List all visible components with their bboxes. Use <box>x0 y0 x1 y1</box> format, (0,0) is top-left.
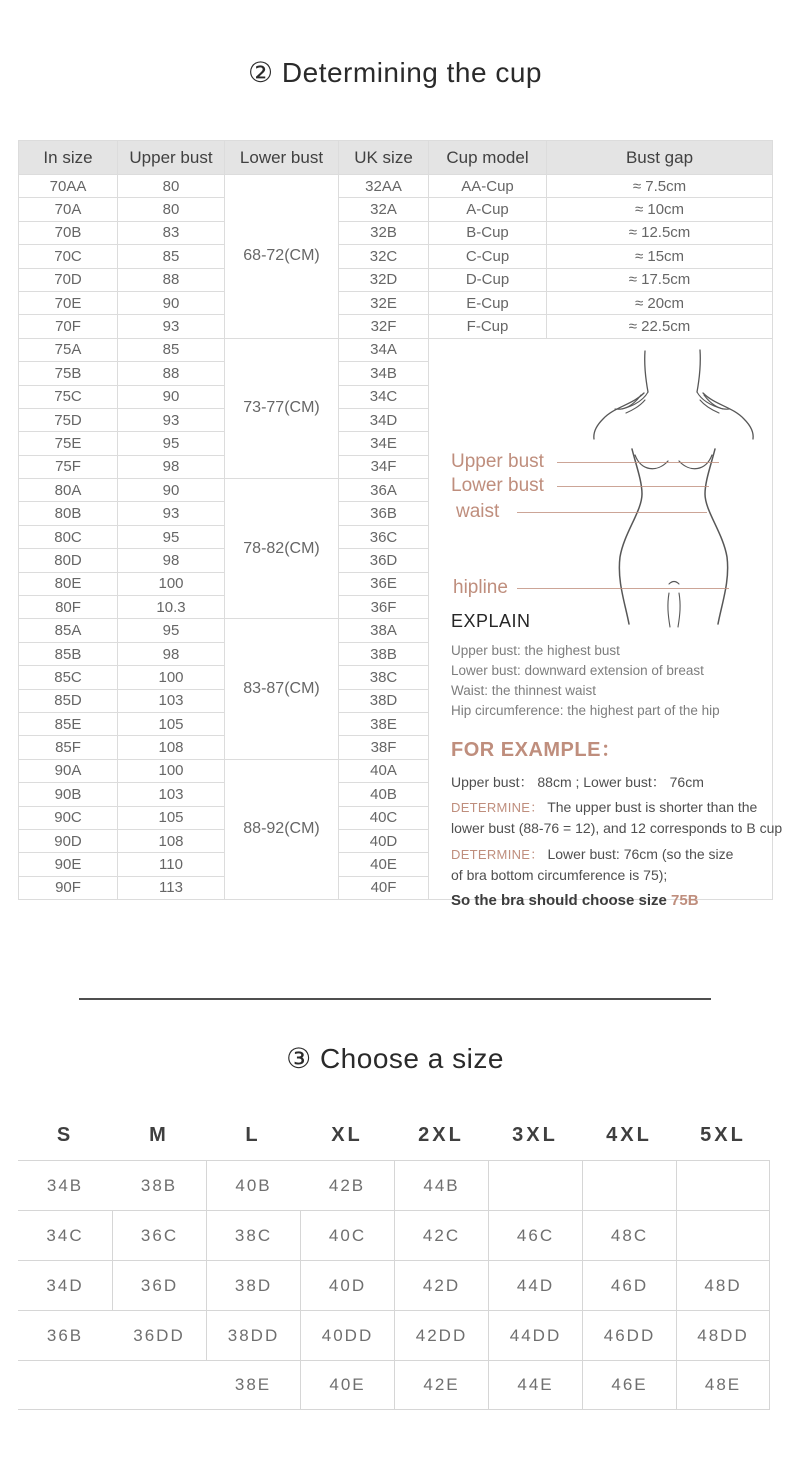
in-size-cell: 85C <box>19 666 118 689</box>
size-column-header: 4XL <box>606 1123 652 1146</box>
size-cell-empty <box>112 1360 206 1410</box>
cup-model-cell: A-Cup <box>429 198 547 221</box>
uk-size-cell: 40A <box>339 760 429 783</box>
size-cell: 38C <box>206 1210 300 1260</box>
size-cell: 48C <box>582 1210 676 1260</box>
in-size-cell: 70C <box>19 245 118 268</box>
size-column-header: XL <box>331 1123 363 1146</box>
explain-line: Waist: the thinnest waist <box>451 682 597 698</box>
cup-model-cell: C-Cup <box>429 245 547 268</box>
upper-bust-cell: 95 <box>118 619 225 642</box>
lower-bust-line <box>557 486 709 487</box>
upper-bust-line <box>557 462 719 463</box>
in-size-cell: 90E <box>19 853 118 876</box>
uk-size-cell: 34D <box>339 409 429 432</box>
size-column-header: 5XL <box>700 1123 746 1146</box>
label-upper-bust: Upper bust <box>451 450 544 472</box>
lower-bust-cell: 68-72(CM) <box>225 175 339 339</box>
upper-bust-cell: 90 <box>118 292 225 315</box>
in-size-cell: 80E <box>19 573 118 596</box>
in-size-cell: 75D <box>19 409 118 432</box>
uk-size-cell: 34B <box>339 362 429 385</box>
uk-size-cell: 40C <box>339 807 429 830</box>
size-cell: 44B <box>394 1160 488 1210</box>
uk-size-cell: 32B <box>339 222 429 245</box>
example-measurements: Upper bust： 88cm ; Lower bust： 76cm <box>451 773 704 790</box>
bust-gap-cell: ≈ 17.5cm <box>547 269 773 292</box>
uk-size-cell: 38E <box>339 713 429 736</box>
uk-size-cell: 32E <box>339 292 429 315</box>
cup-model-cell: B-Cup <box>429 222 547 245</box>
in-size-cell: 70A <box>19 198 118 221</box>
cup-model-cell: D-Cup <box>429 269 547 292</box>
section-title-choose-size: ③ Choose a size <box>286 1043 504 1074</box>
uk-size-cell: 40E <box>339 853 429 876</box>
explain-line: Hip circumference: the highest part of the hip <box>451 702 720 718</box>
example-determine-1-cont: lower bust (88-76 = 12), and 12 corresponds to B cup <box>451 819 783 836</box>
uk-size-cell: 38A <box>339 619 429 642</box>
uk-size-cell: 40D <box>339 830 429 853</box>
upper-bust-cell: 113 <box>118 877 225 900</box>
in-size-cell: 80D <box>19 549 118 572</box>
uk-size-cell: 36A <box>339 479 429 502</box>
in-size-cell: 80C <box>19 526 118 549</box>
size-cell: 46D <box>582 1260 676 1310</box>
column-header: Upper bust <box>118 141 225 175</box>
size-cell: 44D <box>488 1260 582 1310</box>
upper-bust-cell: 110 <box>118 853 225 876</box>
in-size-cell: 75C <box>19 386 118 409</box>
in-size-cell: 75B <box>19 362 118 385</box>
conclusion-text: So the bra should choose size <box>451 891 672 909</box>
size-column-header: 3XL <box>512 1123 558 1146</box>
size-cell: 40B <box>206 1160 300 1210</box>
cup-size-table <box>18 140 783 909</box>
upper-bust-cell: 93 <box>118 315 225 338</box>
in-size-cell: 70E <box>19 292 118 315</box>
size-cell: 36C <box>112 1210 206 1260</box>
uk-size-cell: 34A <box>339 339 429 362</box>
upper-bust-cell: 85 <box>118 245 225 268</box>
size-cell: 34C <box>18 1210 112 1260</box>
label-hipline: hipline <box>453 576 508 598</box>
in-size-cell: 90B <box>19 783 118 806</box>
size-column-header: 2XL <box>418 1123 464 1146</box>
label-waist: waist <box>456 500 500 522</box>
uk-size-cell: 34C <box>339 386 429 409</box>
explain-line: Lower bust: downward extension of breast <box>451 662 704 678</box>
column-header: Cup model <box>429 141 547 175</box>
example-determine-2-cont: of bra bottom circumference is 75); <box>451 866 668 883</box>
example-block <box>451 733 782 909</box>
size-cell: 38E <box>206 1360 300 1410</box>
size-cell: 46DD <box>582 1310 676 1360</box>
determine-text: The upper bust is shorter than the <box>547 798 758 815</box>
upper-bust-cell: 80 <box>118 175 225 198</box>
column-header: UK size <box>339 141 429 175</box>
explain-block <box>451 611 720 721</box>
uk-size-cell: 38C <box>339 666 429 689</box>
uk-size-cell: 38D <box>339 690 429 713</box>
uk-size-cell: 40F <box>339 877 429 900</box>
size-cell: 38D <box>206 1260 300 1310</box>
determine-label: DETERMINE： <box>451 799 544 815</box>
size-cell: 42D <box>394 1260 488 1310</box>
size-cell: 38DD <box>206 1310 300 1360</box>
in-size-cell: 80A <box>19 479 118 502</box>
in-size-cell: 85D <box>19 690 118 713</box>
in-size-cell: 75E <box>19 432 118 455</box>
uk-size-cell: 32A <box>339 198 429 221</box>
uk-size-cell: 36B <box>339 502 429 525</box>
upper-bust-cell: 88 <box>118 362 225 385</box>
size-cell: 40C <box>300 1210 394 1260</box>
lower-bust-cell: 78-82(CM) <box>225 479 339 619</box>
in-size-cell: 85B <box>19 643 118 666</box>
section-title-determining-cup: ② Determining the cup <box>248 57 542 88</box>
waist-line <box>517 512 707 513</box>
explain-title: EXPLAIN <box>451 610 531 631</box>
bust-gap-cell: ≈ 12.5cm <box>547 222 773 245</box>
size-cell: 42B <box>300 1160 394 1210</box>
section-divider <box>79 998 711 1000</box>
example-conclusion <box>451 892 782 909</box>
size-cell: 34B <box>18 1160 112 1210</box>
upper-bust-cell: 95 <box>118 432 225 455</box>
upper-bust-cell: 103 <box>118 783 225 806</box>
upper-bust-cell: 95 <box>118 526 225 549</box>
bust-gap-cell: ≈ 7.5cm <box>547 175 773 198</box>
in-size-cell: 80F <box>19 596 118 619</box>
in-size-cell: 70B <box>19 222 118 245</box>
size-cell: 42DD <box>394 1310 488 1360</box>
column-header: In size <box>19 141 118 175</box>
example-determine-2 <box>451 844 782 865</box>
uk-size-cell: 36D <box>339 549 429 572</box>
upper-bust-cell: 88 <box>118 269 225 292</box>
in-size-cell: 85E <box>19 713 118 736</box>
size-cell: 36B <box>18 1310 112 1360</box>
size-cell: 34D <box>18 1260 112 1310</box>
size-cell: 48E <box>676 1360 770 1410</box>
bust-gap-cell: ≈ 10cm <box>547 198 773 221</box>
upper-bust-cell: 93 <box>118 502 225 525</box>
lower-bust-cell: 73-77(CM) <box>225 339 339 479</box>
upper-bust-cell: 103 <box>118 690 225 713</box>
upper-bust-cell: 105 <box>118 713 225 736</box>
uk-size-cell: 36C <box>339 526 429 549</box>
uk-size-cell: 38F <box>339 736 429 759</box>
size-cell: 38B <box>112 1160 206 1210</box>
column-header: Bust gap <box>547 141 773 175</box>
size-column-header: M <box>149 1123 169 1146</box>
lower-bust-cell: 88-92(CM) <box>225 760 339 900</box>
uk-size-cell: 38B <box>339 643 429 666</box>
label-lower-bust: Lower bust <box>451 474 544 496</box>
in-size-cell: 90A <box>19 760 118 783</box>
uk-size-cell: 40B <box>339 783 429 806</box>
recommended-size: 75B <box>671 891 699 909</box>
upper-bust-cell: 98 <box>118 456 225 479</box>
example-determine-1 <box>451 797 782 818</box>
upper-bust-cell: 105 <box>118 807 225 830</box>
upper-bust-cell: 108 <box>118 736 225 759</box>
upper-bust-cell: 100 <box>118 573 225 596</box>
uk-size-cell: 34F <box>339 456 429 479</box>
upper-bust-cell: 100 <box>118 666 225 689</box>
size-cell: 40DD <box>300 1310 394 1360</box>
hipline-line <box>517 588 729 589</box>
upper-bust-cell: 90 <box>118 479 225 502</box>
upper-bust-cell: 93 <box>118 409 225 432</box>
uk-size-cell: 34E <box>339 432 429 455</box>
in-size-cell: 90F <box>19 877 118 900</box>
size-cell: 36D <box>112 1260 206 1310</box>
size-cell-empty <box>18 1360 112 1410</box>
lower-bust-cell: 83-87(CM) <box>225 619 339 759</box>
upper-bust-cell: 85 <box>118 339 225 362</box>
body-figure-illustration <box>511 343 763 633</box>
in-size-cell: 70AA <box>19 175 118 198</box>
upper-bust-cell: 98 <box>118 643 225 666</box>
in-size-cell: 70F <box>19 315 118 338</box>
upper-bust-cell: 83 <box>118 222 225 245</box>
uk-size-cell: 36E <box>339 573 429 596</box>
cup-model-cell: AA-Cup <box>429 175 547 198</box>
size-cell: 44DD <box>488 1310 582 1360</box>
upper-bust-cell: 108 <box>118 830 225 853</box>
size-cell-empty <box>582 1160 676 1210</box>
in-size-cell: 70D <box>19 269 118 292</box>
in-size-cell: 90D <box>19 830 118 853</box>
uk-size-cell: 32AA <box>339 175 429 198</box>
upper-bust-cell: 10.3 <box>118 596 225 619</box>
size-cell: 46E <box>582 1360 676 1410</box>
upper-bust-cell: 100 <box>118 760 225 783</box>
upper-bust-cell: 90 <box>118 386 225 409</box>
bust-gap-cell: ≈ 20cm <box>547 292 773 315</box>
in-size-cell: 80B <box>19 502 118 525</box>
bust-gap-cell: ≈ 22.5cm <box>547 315 773 338</box>
choose-size-table <box>18 1110 770 1410</box>
explain-line: Upper bust: the highest bust <box>451 642 620 658</box>
cup-model-cell: F-Cup <box>429 315 547 338</box>
size-column-header: L <box>245 1123 261 1146</box>
column-header: Lower bust <box>225 141 339 175</box>
upper-bust-cell: 98 <box>118 549 225 572</box>
in-size-cell: 85A <box>19 619 118 642</box>
size-cell: 48DD <box>676 1310 770 1360</box>
in-size-cell: 90C <box>19 807 118 830</box>
uk-size-cell: 32D <box>339 269 429 292</box>
in-size-cell: 85F <box>19 736 118 759</box>
example-title: FOR EXAMPLE： <box>451 738 622 761</box>
measurement-illustration-cell <box>429 339 783 909</box>
uk-size-cell: 36F <box>339 596 429 619</box>
uk-size-cell: 32C <box>339 245 429 268</box>
size-cell: 42E <box>394 1360 488 1410</box>
size-cell-empty <box>676 1210 770 1260</box>
upper-bust-cell: 80 <box>118 198 225 221</box>
size-cell-empty <box>676 1160 770 1210</box>
cup-model-cell: E-Cup <box>429 292 547 315</box>
size-column-header: S <box>56 1123 74 1146</box>
size-cell: 42C <box>394 1210 488 1260</box>
size-cell: 40D <box>300 1260 394 1310</box>
size-cell: 44E <box>488 1360 582 1410</box>
size-cell: 46C <box>488 1210 582 1260</box>
in-size-cell: 75A <box>19 339 118 362</box>
size-cell: 48D <box>676 1260 770 1310</box>
size-cell: 36DD <box>112 1310 206 1360</box>
bust-gap-cell: ≈ 15cm <box>547 245 773 268</box>
in-size-cell: 75F <box>19 456 118 479</box>
determine-label: DETERMINE： <box>451 846 544 862</box>
determine-text: Lower bust: 76cm (so the size <box>547 845 734 862</box>
size-cell-empty <box>488 1160 582 1210</box>
size-cell: 40E <box>300 1360 394 1410</box>
uk-size-cell: 32F <box>339 315 429 338</box>
